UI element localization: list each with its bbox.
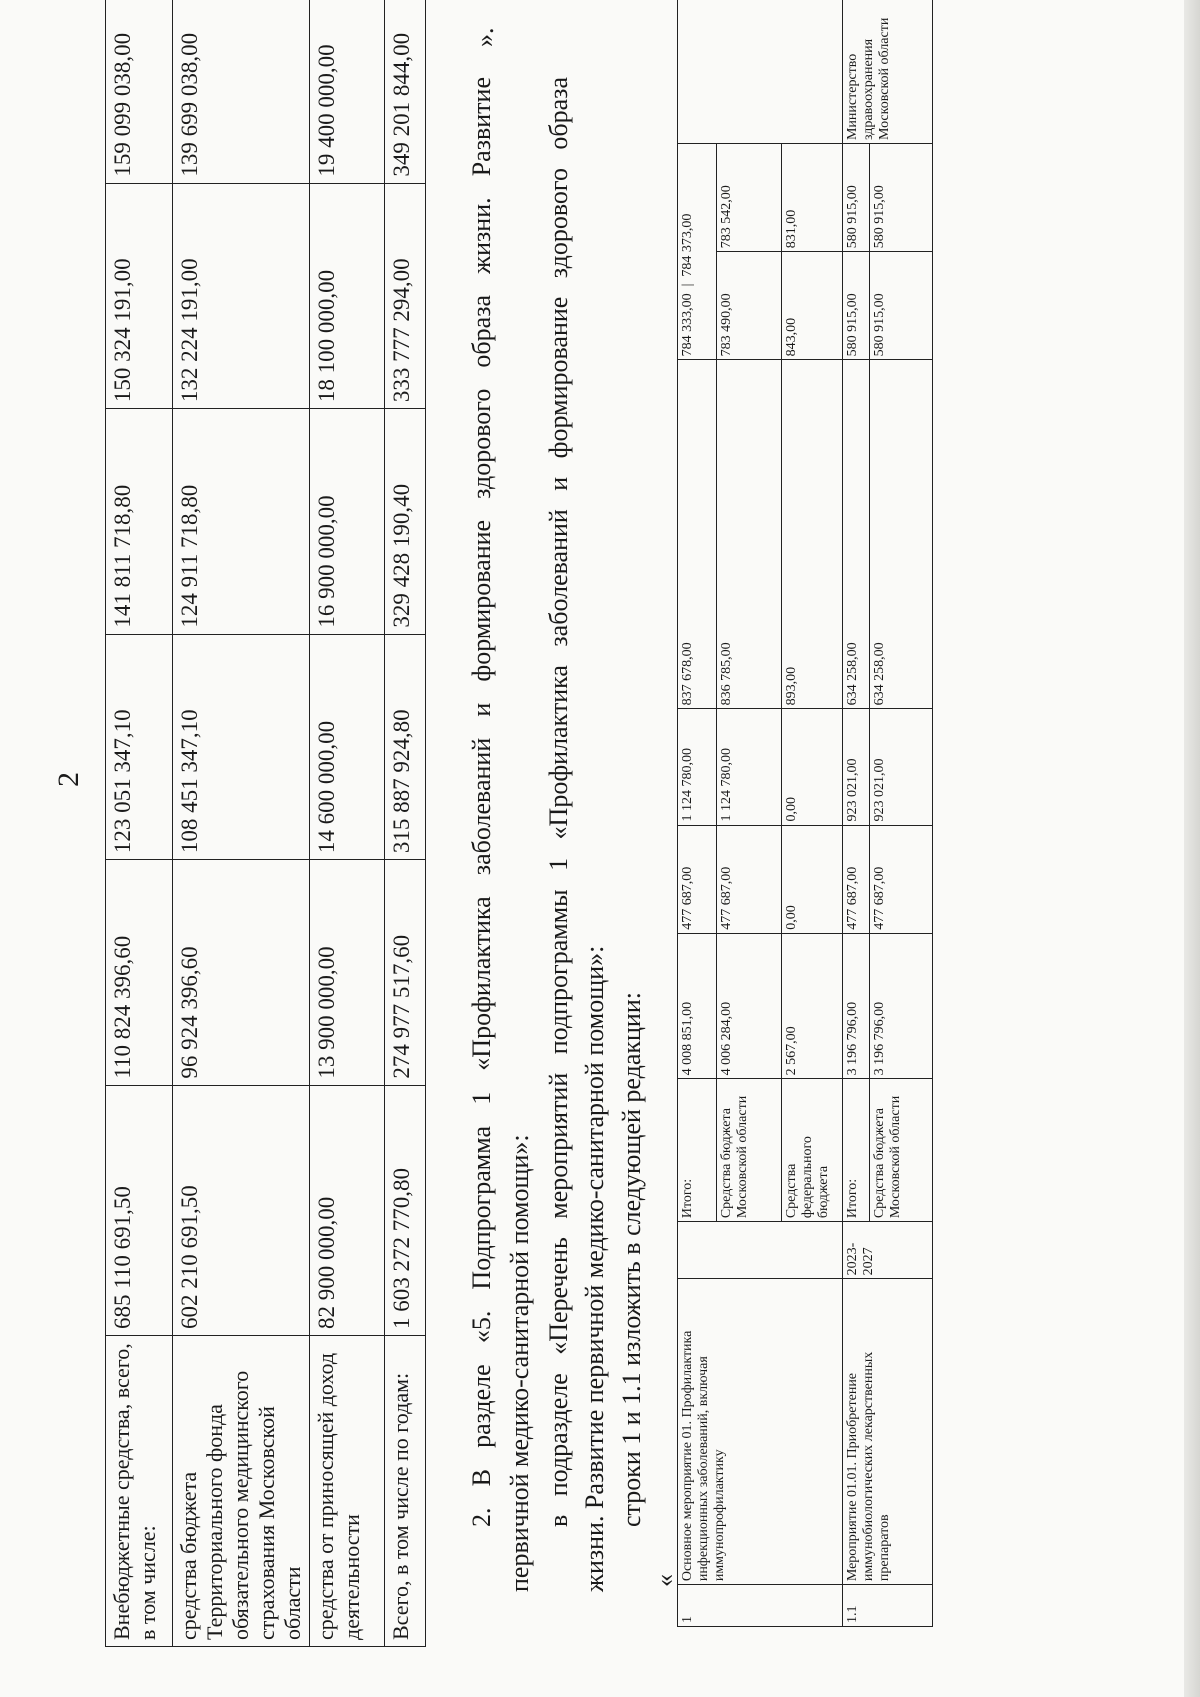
year-2026-cell: 580 915,00 [870,252,933,360]
year-2025-cell: 634 258,00 [843,360,870,709]
finance-row-label: средства бюджета Территориального фонда обязательного медицинского страхования Московской области [173,1336,310,1647]
finance-value-cell: 602 210 691,50 [173,1085,310,1335]
finance-value-cell: 124 911 718,80 [173,409,310,635]
total-cell: 3 196 796,00 [870,933,933,1079]
finance-value-cell: 16 900 000,00 [310,409,385,635]
finance-value-cell: 1 603 272 770,80 [385,1085,426,1335]
finance-value-cell: 123 051 347,10 [106,634,173,860]
finance-value-cell: 159 099 038,00 [106,0,173,183]
activity-years [678,1222,843,1279]
year-2026-cell: 783 490,00 [717,252,782,360]
year-2027-cell: 783 542,00 [717,144,782,252]
finance-row-label: Внебюджетные средства, всего, в том числе: [106,1336,173,1647]
finance-row-label: Всего, в том числе по годам: [385,1336,426,1647]
year-2025-cell: 893,00 [782,360,843,709]
source-cell: Средства федерального бюджета [782,1079,843,1222]
year-2027-cell: 580 915,00 [870,144,933,252]
finance-row [106,0,173,1647]
year-2027-cell: 580 915,00 [843,144,870,252]
activities-table [677,0,933,1627]
page-number: 2 [52,771,85,787]
finance-value-cell: 141 811 718,80 [106,409,173,635]
year-2024-cell: 1 124 780,00 [717,709,782,825]
year-2024-cell: 923 021,00 [870,709,933,825]
paragraph-3: строки 1 и 1.1 изложить в следующей редакции: [617,992,646,1527]
year-2026-value: 784 333,00 [680,293,695,357]
source-cell: Итого: [678,1079,717,1222]
finance-value-cell: 18 100 000,00 [310,183,385,409]
activity-number: 1 [678,1585,843,1627]
total-cell: 4 008 851,00 [678,933,717,1079]
activity-number: 1.1 [843,1585,933,1627]
finance-value-cell: 315 887 924,80 [385,634,426,860]
source-cell: Средства бюджета Московской области [717,1079,782,1222]
activity-name: Основное мероприятие 01. Профилактика инфекционных заболеваний, включая иммунопрофилактику [678,1279,843,1585]
year-2025-cell: 837 678,00 [678,360,717,709]
year-2026-cell: 843,00 [782,252,843,360]
responsible-cell: Министерство здравоохранения Московской области [843,0,933,144]
year-2024-cell: 0,00 [782,709,843,825]
closing-quote: ». [470,27,499,47]
year-2026-2027-cell: 784 333,00 | 784 373,00 [678,144,717,360]
finance-value-cell: 96 924 396,60 [173,860,310,1086]
source-cell: Средства бюджета Московской области [870,1079,933,1222]
source-cell: Итого: [843,1079,870,1222]
finance-value-cell: 19 400 000,00 [310,0,385,183]
year-2023-cell: 477 687,00 [843,825,870,933]
finance-value-cell: 274 977 517,60 [385,860,426,1086]
finance-value-cell: 14 600 000,00 [310,634,385,860]
finance-value-cell: 110 824 396,60 [106,860,173,1086]
activity-years: 2023-2027 [843,1222,933,1279]
finance-value-cell: 108 451 347,10 [173,634,310,860]
total-cell: 3 196 796,00 [843,933,870,1079]
total-cell: 4 006 284,00 [717,933,782,1079]
finance-table [105,0,426,1647]
total-cell: 2 567,00 [782,933,843,1079]
finance-value-cell: 13 900 000,00 [310,860,385,1086]
year-2025-cell: 836 785,00 [717,360,782,709]
year-2027-value: 784 373,00 [680,213,695,277]
finance-row [385,0,426,1647]
year-2024-cell: 923 021,00 [843,709,870,825]
activity-row-1 [678,0,717,1627]
year-2023-cell: 0,00 [782,825,843,933]
finance-value-cell: 685 110 691,50 [106,1085,173,1335]
finance-value-cell: 333 777 294,00 [385,183,426,409]
responsible-cell [678,0,843,144]
finance-value-cell: 150 324 191,00 [106,183,173,409]
paragraph-2-line-1: в подразделе «Перечень мероприятий подпрограммы 1 «Профилактика заболеваний и формирование здорового образа [544,77,573,1527]
year-2023-cell: 477 687,00 [678,825,717,933]
year-2023-cell: 477 687,00 [870,825,933,933]
finance-value-cell: 139 699 038,00 [173,0,310,183]
opening-quote: « [650,1574,679,1587]
year-2027-cell: 831,00 [782,144,843,252]
finance-value-cell: 132 224 191,00 [173,183,310,409]
finance-row [173,0,310,1647]
activity-row-1-1 [843,0,870,1627]
finance-value-cell: 329 428 190,40 [385,409,426,635]
year-2025-cell: 634 258,00 [870,360,933,709]
year-2023-cell: 477 687,00 [717,825,782,933]
finance-value-cell: 82 900 000,00 [310,1085,385,1335]
paragraph-1-line-1: 2. В разделе «5. Подпрограмма 1 «Профилактика заболеваний и формирование здорового образа жизни. Развитие [467,77,496,1527]
year-2026-cell: 580 915,00 [843,252,870,360]
finance-value-cell: 349 201 844,00 [385,0,426,183]
activity-name: Мероприятие 01.01. Приобретение иммунобиологических лекарственных препаратов [843,1279,933,1585]
paragraph-2-line-2: жизни. Развитие первичной медико-санитарной помощи»: [580,945,609,1592]
paragraph-1-line-2: первичной медико-санитарной помощи»: [505,1134,534,1592]
finance-row [310,0,385,1647]
finance-row-label: средства от приносящей доход деятельности [310,1336,385,1647]
year-2024-cell: 1 124 780,00 [678,709,717,825]
